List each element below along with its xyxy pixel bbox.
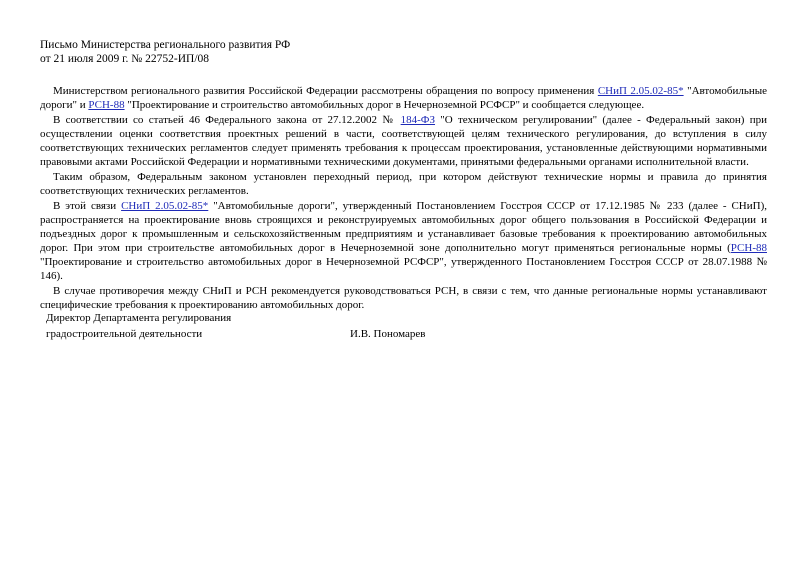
- paragraph-1: [40, 84, 767, 112]
- signature-title-1: Директор Департамента регулирования: [46, 312, 232, 324]
- letter-body: [40, 84, 767, 312]
- letter-title: Письмо Министерства регионального развития РФ: [40, 39, 291, 51]
- paragraph-4-text-a: В этой связи: [53, 200, 122, 212]
- snip-2-05-02-85-link[interactable]: СНиП 2.05.02-85*: [597, 85, 684, 97]
- snip-2-05-02-85-link[interactable]: СНиП 2.05.02-85*: [121, 200, 209, 212]
- rsn-88-link[interactable]: РСН-88: [88, 99, 125, 111]
- signature-position-line-2: [46, 326, 446, 342]
- paragraph-2-text-b: "О техническом регулировании" (далее - Федеральный закон) при осуществлении оценки соответствия проектных решений в части, соответствующей целям технического регулирования, до вступления в силу соответствующих технических регламентов следует применять требования к процессам проектирования, установленные действующими нормативными правовыми актами Российской Федерации и нормативными техническими документами, принятыми федеральными органами исполнительной власти.: [40, 114, 768, 168]
- paragraph-5: [40, 284, 767, 312]
- paragraph-4: [40, 199, 767, 283]
- signatory-name: И.В. Пономарев: [350, 328, 426, 340]
- paragraph-1-text-c: "Проектирование и строительство автомобильных дорог в Нечерноземной РСФСР" и сообщается следующее.: [124, 99, 645, 111]
- paragraph-1-text-a: Министерством регионального развития Российской Федерации рассмотрены обращения по вопросу применения: [53, 85, 598, 97]
- paragraph-1-text-b: "Автомобильные дороги" и: [40, 85, 767, 111]
- paragraph-2: [40, 113, 767, 169]
- rsn-88-link[interactable]: РСН-88: [730, 242, 767, 254]
- paragraph-4-text-b: "Автомобильные дороги", утвержденный Постановлением Госстроя СССР от 17.12.1985 № 233 (далее - СНиП), распространяется на проектирование вновь строящихся и реконструируемых автомобильных дорог общего пользования в Российской Федерации и подъездных дорог к промышленным и сельскохозяйственным предприятиям и устанавливает базовые требования к проектированию автомобильных дорог. При этом при строительстве автомобильных дорог в Нечерноземной зоне дополнительно могут применяться региональные нормы (: [40, 200, 767, 254]
- signature-block: [46, 310, 446, 342]
- paragraph-4-text-c: "Проектирование и строительство автомобильных дорог в Нечерноземной РСФСР", утвержденного Постановлением Госстроя СССР от 28.07.1988 № 146).: [40, 256, 767, 282]
- paragraph-3-text: Таким образом, Федеральным законом установлен переходный период, при котором действуют технические нормы и правила до принятия соответствующих технических регламентов.: [40, 171, 767, 197]
- signature-position-line-1: [46, 310, 446, 326]
- document-page: [40, 38, 767, 313]
- paragraph-2-text-a: В соответствии со статьей 46 Федерального закона от 27.12.2002 №: [53, 114, 401, 126]
- letter-date-number: от 21 июля 2009 г. № 22752-ИП/08: [40, 53, 210, 65]
- paragraph-3: [40, 170, 767, 198]
- law-184-fz-link[interactable]: 184-ФЗ: [400, 114, 436, 126]
- letter-header: [40, 38, 767, 66]
- signature-title-2: градостроительной деятельности: [46, 328, 203, 340]
- paragraph-5-text: В случае противоречия между СНиП и РСН рекомендуется руководствоваться РСН, в связи с тем, что данные региональные нормы устанавливают специфические требования к проектированию автомобильных дорог.: [40, 285, 767, 311]
